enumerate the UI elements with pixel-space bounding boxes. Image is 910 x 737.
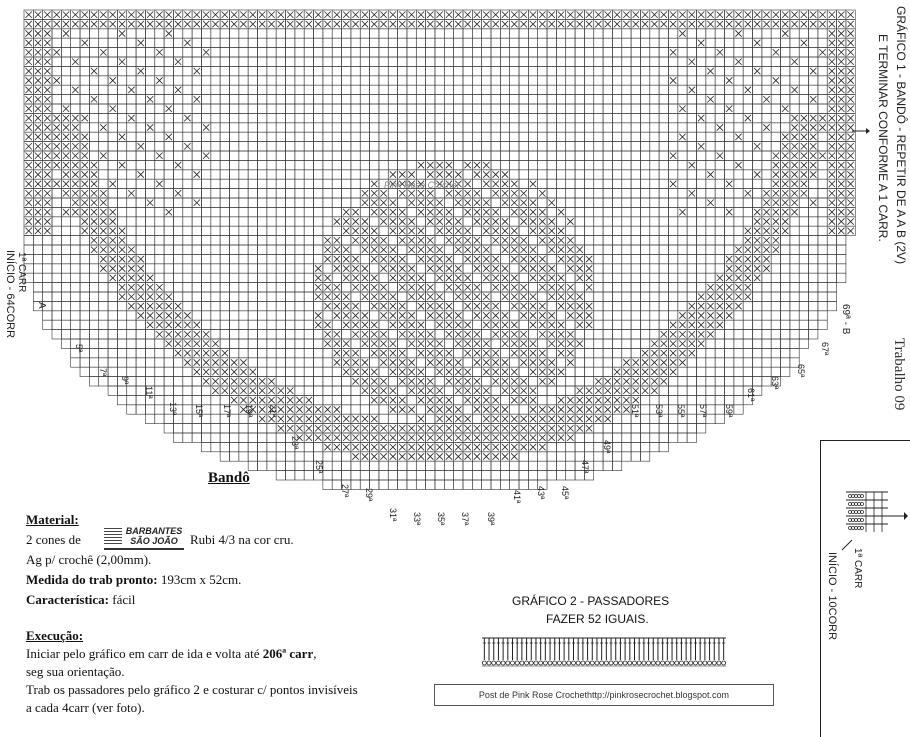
- row-label: 39ª: [486, 512, 496, 525]
- row-label: 11ª: [144, 386, 154, 399]
- row-label: 21ª: [268, 404, 278, 417]
- logo-stripes: [104, 528, 122, 544]
- row-label: 55ª: [676, 404, 686, 417]
- measure-label: Medida do trab pronto:: [26, 572, 158, 587]
- row-label: 15ª: [194, 404, 204, 417]
- blog-watermark: Post de Pink Rose Crochethttp://pinkrosecrochet.blogspot.com: [434, 684, 774, 706]
- row-label: 63ª: [770, 376, 780, 389]
- passadores-chart: [482, 638, 726, 666]
- row-label: 9ª: [120, 376, 130, 384]
- row-label: 19ª: [244, 404, 254, 417]
- row-label: 67ª: [820, 342, 830, 355]
- row-label: 53ª: [654, 404, 664, 417]
- exec-line1: [26, 646, 316, 662]
- chart1-inline-watermark: Pink Rose Crochet: [384, 180, 459, 190]
- row-label: 13ª: [168, 402, 178, 415]
- row-label: 17ª: [222, 404, 232, 417]
- row-label: 45ª: [560, 486, 570, 499]
- row-label: 47ª: [580, 460, 590, 473]
- exec-line3: Trab os passadores pelo gráfico 2 e costurar c/ pontos invisíveis: [26, 682, 358, 698]
- chart1-mark-a: A: [36, 302, 47, 309]
- chart1-start-label: INÍCIO - 64CORR: [4, 250, 16, 338]
- material-heading: Material:: [26, 512, 79, 528]
- row-label: 49ª: [602, 440, 612, 453]
- row-label: 35ª: [436, 512, 446, 525]
- logo-brand-line2: SÃO JOÃO: [124, 536, 184, 546]
- chart1-subtitle: E TERMINAR CONFORME A 1 CARR.: [876, 34, 890, 242]
- side-chart-frame: [820, 440, 910, 737]
- exec-line1-bold: 206ª carr: [263, 646, 313, 661]
- execution-heading: Execução:: [26, 628, 83, 644]
- chart2-subtitle: FAZER 52 IGUAIS.: [546, 612, 649, 626]
- article-title: Bandô: [208, 470, 250, 487]
- exec-line1-suffix: ,: [313, 646, 316, 661]
- row-label: 65ª: [796, 364, 806, 377]
- chart1-first-row-label: 1ª CARR: [16, 252, 27, 292]
- material-line1-suffix: Rubi 4/3 na cor cru.: [190, 532, 294, 548]
- measure-line: [26, 572, 241, 588]
- row-label: 61ª: [746, 388, 756, 401]
- measure-value: 193cm x 52cm.: [161, 572, 242, 587]
- chart2-title: GRÁFICO 2 - PASSADORES: [512, 594, 669, 608]
- bando-filet-grid: [24, 10, 870, 489]
- side-chart-start-label: INÍCIO - 10CORR: [826, 552, 838, 640]
- row-label: 41ª: [512, 490, 522, 503]
- row-label: 23ª: [290, 436, 300, 449]
- row-label: 29ª: [364, 488, 374, 501]
- material-line1-prefix: 2 cones de: [26, 532, 81, 548]
- feature-value: fácil: [112, 592, 135, 607]
- chart1-title: GRÁFICO 1 - BANDÔ - REPETIR DE A A B (2V): [894, 6, 908, 264]
- row-label: 37ª: [460, 512, 470, 525]
- row-label: 27ª: [340, 484, 350, 497]
- logo-brand-line1: BARBANTES: [124, 526, 184, 536]
- chart1-mark-b: 69ª - B: [840, 304, 851, 334]
- exec-line1-prefix: Iniciar pelo gráfico em carr de ida e volta até: [26, 646, 260, 661]
- feature-label: Característica:: [26, 592, 109, 607]
- material-line2: Ag p/ crochê (2,00mm).: [26, 552, 151, 568]
- exec-line4: a cada 4carr (ver foto).: [26, 700, 145, 716]
- exec-line2: seg sua orientação.: [26, 664, 125, 680]
- row-label: 5ª: [74, 344, 84, 352]
- row-label: 25ª: [314, 460, 324, 473]
- row-label: 43ª: [536, 486, 546, 499]
- barbantes-sao-joao-logo: [104, 526, 184, 550]
- feature-line: [26, 592, 135, 608]
- row-label: 33ª: [412, 512, 422, 525]
- work-number: Trabalho 09: [890, 338, 907, 410]
- row-label: 59ª: [724, 404, 734, 417]
- row-label: 31ª: [388, 508, 398, 521]
- row-label: 57ª: [698, 404, 708, 417]
- row-label: 51ª: [630, 404, 640, 417]
- side-chart-first-row: 1ª CARR: [852, 548, 863, 588]
- row-label: 7ª: [98, 368, 108, 376]
